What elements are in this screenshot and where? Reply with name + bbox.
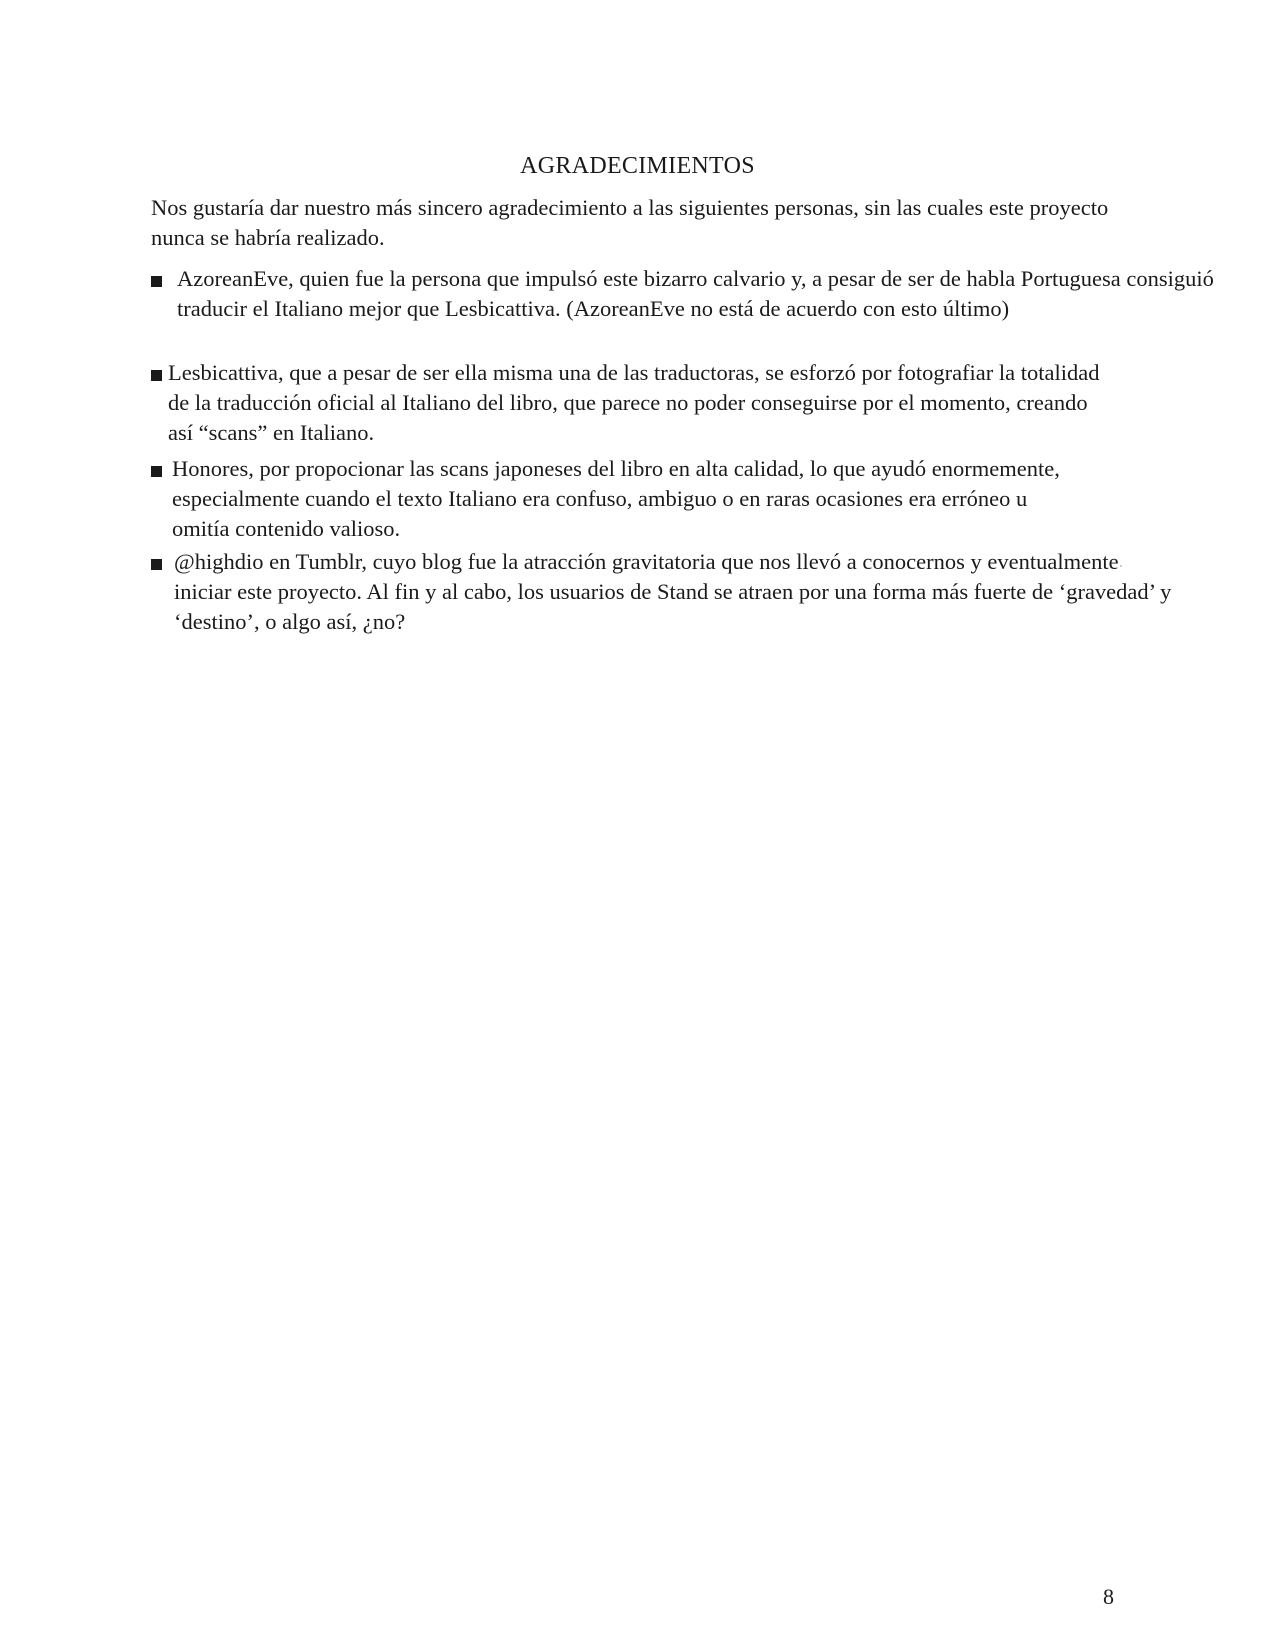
square-bullet-icon	[151, 559, 162, 570]
square-bullet-icon	[151, 466, 162, 477]
intro-paragraph: Nos gustaría dar nuestro más sincero agradecimiento a las siguientes personas, sin las cuales este proyecto nunca se habría realizado.	[151, 195, 1109, 250]
scan-speck	[1120, 565, 1122, 567]
list-item-text: Honores, por propocionar las scans japoneses del libro en alta calidad, lo que ayudó enormemente, especialmente cuando el texto Italiano era confuso, ambiguo o en raras ocasiones era erróneo u omitía contenido valioso.	[172, 456, 1060, 541]
list-item-text: AzoreanEve, quien fue la persona que impulsó este bizarro calvario y, a pesar de ser de habla Portuguesa consiguió traducir el Italiano mejor que Lesbicattiva. (AzoreanEve no está de acuerdo con esto último)	[177, 266, 1214, 321]
square-bullet-icon	[151, 276, 162, 287]
square-bullet-icon	[151, 370, 162, 381]
list-item-text: Lesbicattiva, que a pesar de ser ella misma una de las traductoras, se esforzó por fotografiar la totalidad de la traducción oficial al Italiano del libro, que parece no poder conseguirse por el momento, creando así “scans” en Italiano.	[168, 360, 1100, 445]
page-title: AGRADECIMIENTOS	[520, 153, 755, 179]
page-number: 8	[1103, 1584, 1114, 1609]
list-item-text: @highdio en Tumblr, cuyo blog fue la atracción gravitatoria que nos llevó a conocernos y eventualmente iniciar este proyecto. Al fin y al cabo, los usuarios de Stand se atraen por una forma más fuerte de ‘gravedad’ y ‘destino’, o algo así, ¿no?	[174, 549, 1172, 634]
